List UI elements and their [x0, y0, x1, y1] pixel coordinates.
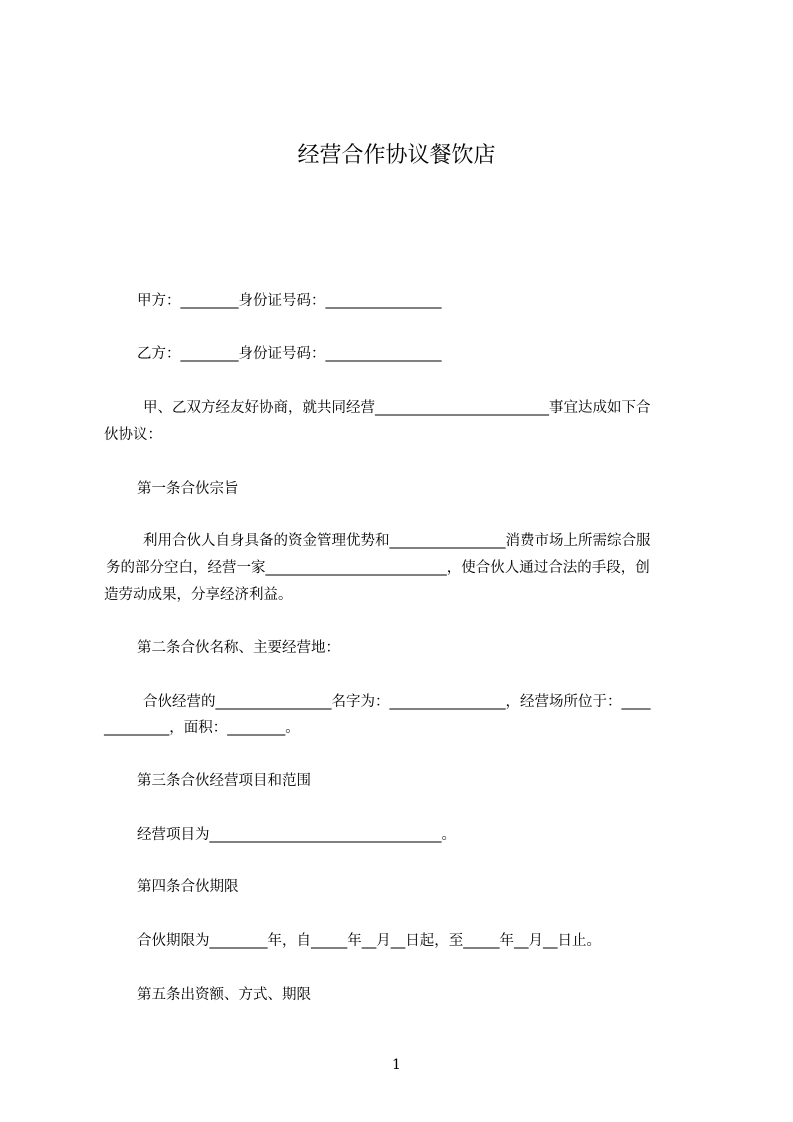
- article-2-heading: 第二条合伙名称、主要经营地：: [137, 640, 340, 656]
- article-1-heading: 第一条合伙宗旨: [137, 481, 239, 497]
- article-5-heading: 第五条出资额、方式、期限: [137, 987, 311, 1003]
- article-1-line-3: 造劳动成果，分享经济利益。: [104, 587, 293, 603]
- article-4-heading: 第四条合伙期限: [137, 879, 239, 895]
- document-title: 经营合作协议餐饮店: [297, 143, 496, 168]
- intro-line-1: 甲、乙双方经友好协商，就共同经营________________________事宜达成如下合: [143, 400, 651, 416]
- article-2-line-1: 合伙经营的________________名字为：________________，经营场所位于：____: [143, 694, 651, 710]
- article-3-line-1: 经营项目为________________________________。: [137, 827, 456, 843]
- party-b-line: 乙方：________身份证号码：________________: [137, 346, 442, 362]
- article-1-line-1: 利用合伙人自身具备的资金管理优势和________________消费市场上所需综合服: [143, 533, 651, 549]
- article-1-line-2: 务的部分空白，经营一家_________________________，使合伙人通过合法的手段，创: [106, 560, 650, 576]
- article-3-heading: 第三条合伙经营项目和范围: [137, 773, 311, 789]
- article-2-line-2: _________，面积：________。: [104, 720, 300, 736]
- intro-line-2: 伙协议：: [104, 427, 162, 443]
- party-a-line: 甲方：________身份证号码：________________: [137, 293, 442, 309]
- page-number: 1: [392, 1057, 401, 1073]
- article-4-line-1: 合伙期限为________年，自_____年__月__日起，至_____年__月__日止。: [137, 933, 601, 949]
